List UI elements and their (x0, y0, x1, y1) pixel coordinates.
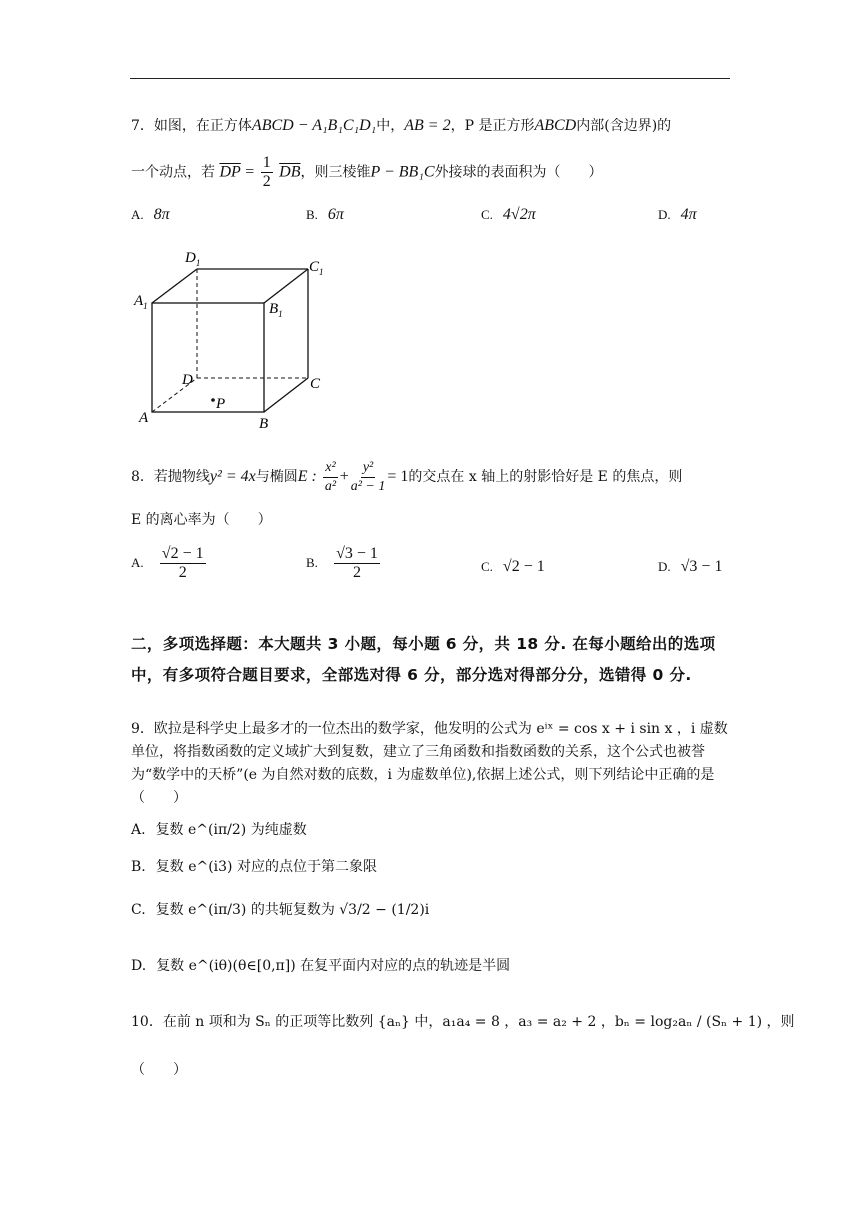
label-c: C (310, 376, 321, 392)
q7-option-a: A. 8π (131, 206, 170, 223)
point-p (211, 398, 215, 402)
q8-option-c: C. √2 − 1 (481, 558, 545, 575)
label-c1: $C_1$ (309, 259, 324, 277)
label-d1: $D_1$ (185, 250, 201, 268)
label-a: A (139, 410, 149, 426)
q9-stem: 9．欧拉是科学史上最多才的一位杰出的数学家，他发明的公式为 eⁱˣ = cos x + i sin x ，i 虚数单位，将指数函数的定义域扩大到复数，建立了三角函数和指数函数的关系，这个公式也被誉为“数学中的天桥”(e 为自然对数的底数，i 为虚数单位),依据上述公式，则下列结论中正确的是（ ） (131, 721, 728, 806)
q8-option-a: A. $\frac{√2 - 1}{2}$ (131, 545, 204, 581)
section2-heading: 二，多项选择题：本大题共 3 小题，每小题 6 分，共 18 分. 在每小题给出的选项中，有多项符合题目要求，全部选对得 6 分，部分选对得部分分，选错得 0 分. (131, 635, 716, 684)
cube-figure (130, 248, 340, 433)
label-p: P (216, 396, 226, 412)
q9-option-c: C. 复数 e^(iπ/3) 的共轭复数为 √3/2 − (1/2)i (131, 902, 430, 918)
q9-option-d: D. 复数 e^(iθ)(θ∈[0,π]) 在复平面内对应的点的轨迹是半圆 (131, 958, 511, 974)
q8-option-b: B. $\frac{√3 - 1}{2}$ (306, 545, 378, 581)
q7-option-b: B. 6π (306, 206, 344, 223)
q7-option-c: C. 4√2π (481, 206, 536, 223)
q7-line1: 7．如图，在正方体ABCD − A₁B₁C₁D₁中，AB = 2，P 是正方形ABCD内部(含边界)的 (131, 117, 672, 134)
label-b1: $B_1$ (269, 301, 283, 319)
edge-a1d1 (152, 269, 197, 303)
cube-front-face (152, 303, 264, 412)
half-fraction: $\frac{1}{2}$ (262, 154, 271, 190)
edge-bc (264, 378, 308, 412)
q7-option-d: D. 4π (658, 206, 697, 223)
q8-line1: 8．若抛物线y² = 4x与椭圆E : $\frac{\text{x²}}{\text{a²}}$ + $\frac{\text{y²}}{\text{a² − 1}}$ = 1的交点在 x 轴上的射影恰好是 E 的焦点，则 (131, 459, 683, 494)
label-b: B (259, 416, 269, 432)
q8-line2: E 的离心率为（ ） (131, 512, 272, 528)
q7-line2: 一个动点，若 $\overline{DP}$ = $\frac{1}{2}$ $\overline{DB}$，则三棱锥P − BB₁C外接球的表面积为（ ） (131, 154, 603, 190)
q10-line1: 10．在前 n 项和为 Sₙ 的正项等比数列 {aₙ} 中，a₁a₄ = 8 ，a₃ = a₂ + 2 ，bₙ = log₂aₙ / (Sₙ + 1) ，则 (131, 1014, 795, 1030)
q10-line2: （ ） (131, 1062, 187, 1078)
q9-option-b: B. 复数 e^(i3) 对应的点位于第二象限 (131, 859, 377, 875)
edge-c1b1 (264, 269, 308, 303)
label-a1: $A_1$ (134, 293, 148, 311)
label-d: D (182, 372, 193, 388)
q8-option-d: D. √3 − 1 (658, 558, 723, 575)
q9-option-a: A. 复数 e^(iπ/2) 为纯虚数 (131, 822, 307, 838)
header-rule (130, 78, 730, 79)
